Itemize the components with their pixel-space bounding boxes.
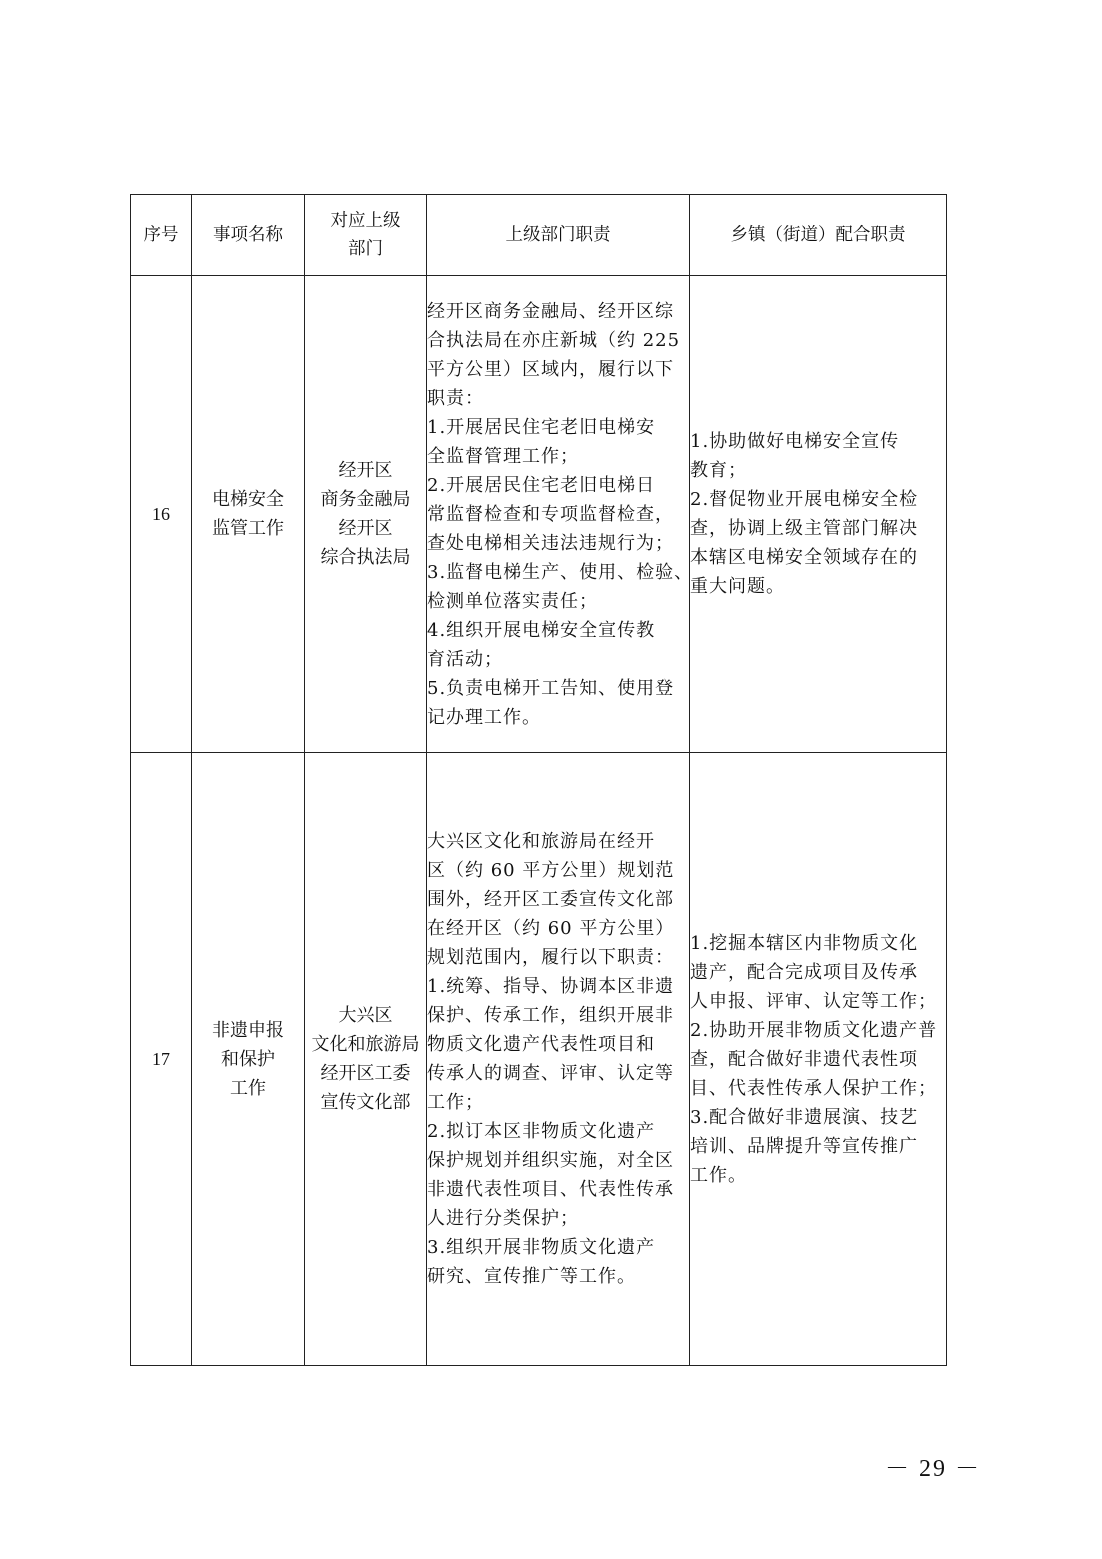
local-duty-line: 工作。: [690, 1164, 747, 1186]
upper-duty-line: 围外，经开区工委宣传文化部: [427, 889, 674, 910]
header-index: 序号: [131, 195, 192, 276]
header-upper-dept-line: 部门: [348, 239, 383, 259]
upper-dept-line: 经开区: [338, 518, 393, 539]
upper-duty-line: 2.拟订本区非物质文化遗产: [427, 1121, 656, 1142]
upper-dept: [305, 753, 427, 1366]
local-duty-line: 本辖区电梯安全领域存在的: [690, 547, 918, 568]
item-name: [192, 276, 305, 753]
table-row: [131, 753, 947, 1366]
item-name-line: 工作: [230, 1077, 266, 1099]
local-duty-line: 1.协助做好电梯安全宣传: [690, 431, 900, 452]
local-duty-line: 教育；: [690, 460, 747, 481]
local-duty-line: 3.配合做好非遗展演、技艺: [690, 1106, 919, 1128]
upper-duty-line: 工作；: [427, 1092, 484, 1113]
header-row: [131, 195, 947, 276]
upper-dept-line: 经开区工委: [320, 1063, 411, 1084]
upper-duty-line: 平方公里）区域内，履行以下: [427, 358, 674, 380]
local-duty: [690, 753, 947, 1366]
upper-duty-line: 5.负责电梯开工告知、使用登: [427, 677, 675, 699]
upper-duty-line: 记办理工作。: [427, 706, 541, 728]
local-duty-line: 1.挖掘本辖区内非物质文化: [690, 932, 919, 954]
upper-duty-line: 2.开展居民住宅老旧电梯日: [427, 474, 656, 496]
header-upper-dept-line: 对应上级: [330, 211, 401, 231]
upper-duty-line: 4.组织开展电梯安全宣传教: [427, 619, 656, 641]
row-index: 16: [131, 276, 192, 753]
local-duty-line: 重大问题。: [690, 576, 785, 597]
local-duty-line: 遗产，配合完成项目及传承: [690, 961, 918, 983]
upper-duty-line: 育活动；: [427, 648, 503, 670]
upper-duty-line: 查处电梯相关违法违规行为；: [427, 532, 674, 554]
local-duty-line: 查，协调上级主管部门解决: [690, 518, 918, 539]
local-duty: [690, 276, 947, 753]
upper-duty-line: 物质文化遗产代表性项目和: [427, 1034, 655, 1055]
upper-duty-line: 检测单位落实责任；: [427, 590, 598, 612]
row-index: 17: [131, 753, 192, 1366]
upper-duty: [427, 753, 690, 1366]
upper-duty: [427, 276, 694, 753]
header-upper-duty: 上级部门职责: [427, 195, 690, 276]
local-duty-line: 2.协助开展非物质文化遗产普: [690, 1019, 938, 1041]
upper-duty-line: 保护规划并组织实施，对全区: [427, 1150, 674, 1171]
upper-duty-line: 1.统筹、指导、协调本区非遗: [427, 976, 675, 997]
upper-duty-line: 保护、传承工作，组织开展非: [427, 1005, 674, 1026]
upper-duty-line: 区（约 60 平方公里）规划范: [427, 860, 675, 881]
upper-duty-line: 规划范围内，履行以下职责：: [427, 947, 674, 968]
item-name: [192, 753, 305, 1366]
duty-table: [130, 194, 947, 1366]
local-duty-line: 培训、品牌提升等宣传推广: [690, 1135, 918, 1157]
upper-duty-line: 1.开展居民住宅老旧电梯安: [427, 416, 656, 438]
header-upper-dept: [305, 195, 427, 276]
table-row: [131, 276, 947, 753]
local-duty-line: 2.督促物业开展电梯安全检: [690, 489, 919, 510]
header-local-duty: 乡镇（街道）配合职责: [690, 195, 947, 276]
upper-duty-line: 3.组织开展非物质文化遗产: [427, 1237, 656, 1258]
upper-duty-line: 3.监督电梯生产、使用、检验、: [427, 561, 694, 583]
upper-dept: [305, 276, 427, 753]
item-name-line: 和保护: [221, 1048, 275, 1070]
local-duty-line: 人申报、评审、认定等工作；: [690, 990, 937, 1012]
page-number: － 29 －: [885, 1456, 981, 1482]
upper-dept-line: 综合执法局: [320, 547, 411, 568]
header-item-name: 事项名称: [192, 195, 305, 276]
upper-duty-line: 非遗代表性项目、代表性传承: [427, 1179, 674, 1200]
upper-duty-line: 职责：: [427, 387, 484, 409]
upper-duty-line: 常监督检查和专项监督检查，: [427, 503, 674, 525]
upper-dept-line: 商务金融局: [320, 489, 411, 510]
upper-dept-line: 宣传文化部: [320, 1092, 411, 1113]
item-name-line: 监管工作: [212, 518, 284, 539]
upper-duty-line: 传承人的调查、评审、认定等: [427, 1063, 674, 1084]
upper-duty-line: 在经开区（约 60 平方公里）: [427, 918, 675, 939]
upper-dept-line: 大兴区: [338, 1005, 393, 1026]
upper-duty-line: 人进行分类保护；: [427, 1208, 579, 1229]
upper-dept-line: 文化和旅游局: [311, 1034, 420, 1055]
item-name-line: 非遗申报: [212, 1019, 284, 1041]
upper-duty-line: 合执法局在亦庄新城（约 225: [427, 329, 681, 351]
local-duty-line: 查，配合做好非遗代表性项: [690, 1048, 918, 1070]
item-name-line: 电梯安全: [212, 489, 284, 510]
local-duty-line: 目、代表性传承人保护工作；: [690, 1077, 937, 1099]
upper-duty-line: 大兴区文化和旅游局在经开: [427, 831, 655, 852]
upper-duty-line: 经开区商务金融局、经开区综: [427, 300, 674, 322]
upper-dept-line: 经开区: [338, 460, 393, 481]
upper-duty-line: 研究、宣传推广等工作。: [427, 1266, 636, 1287]
upper-duty-line: 全监督管理工作；: [427, 445, 579, 467]
